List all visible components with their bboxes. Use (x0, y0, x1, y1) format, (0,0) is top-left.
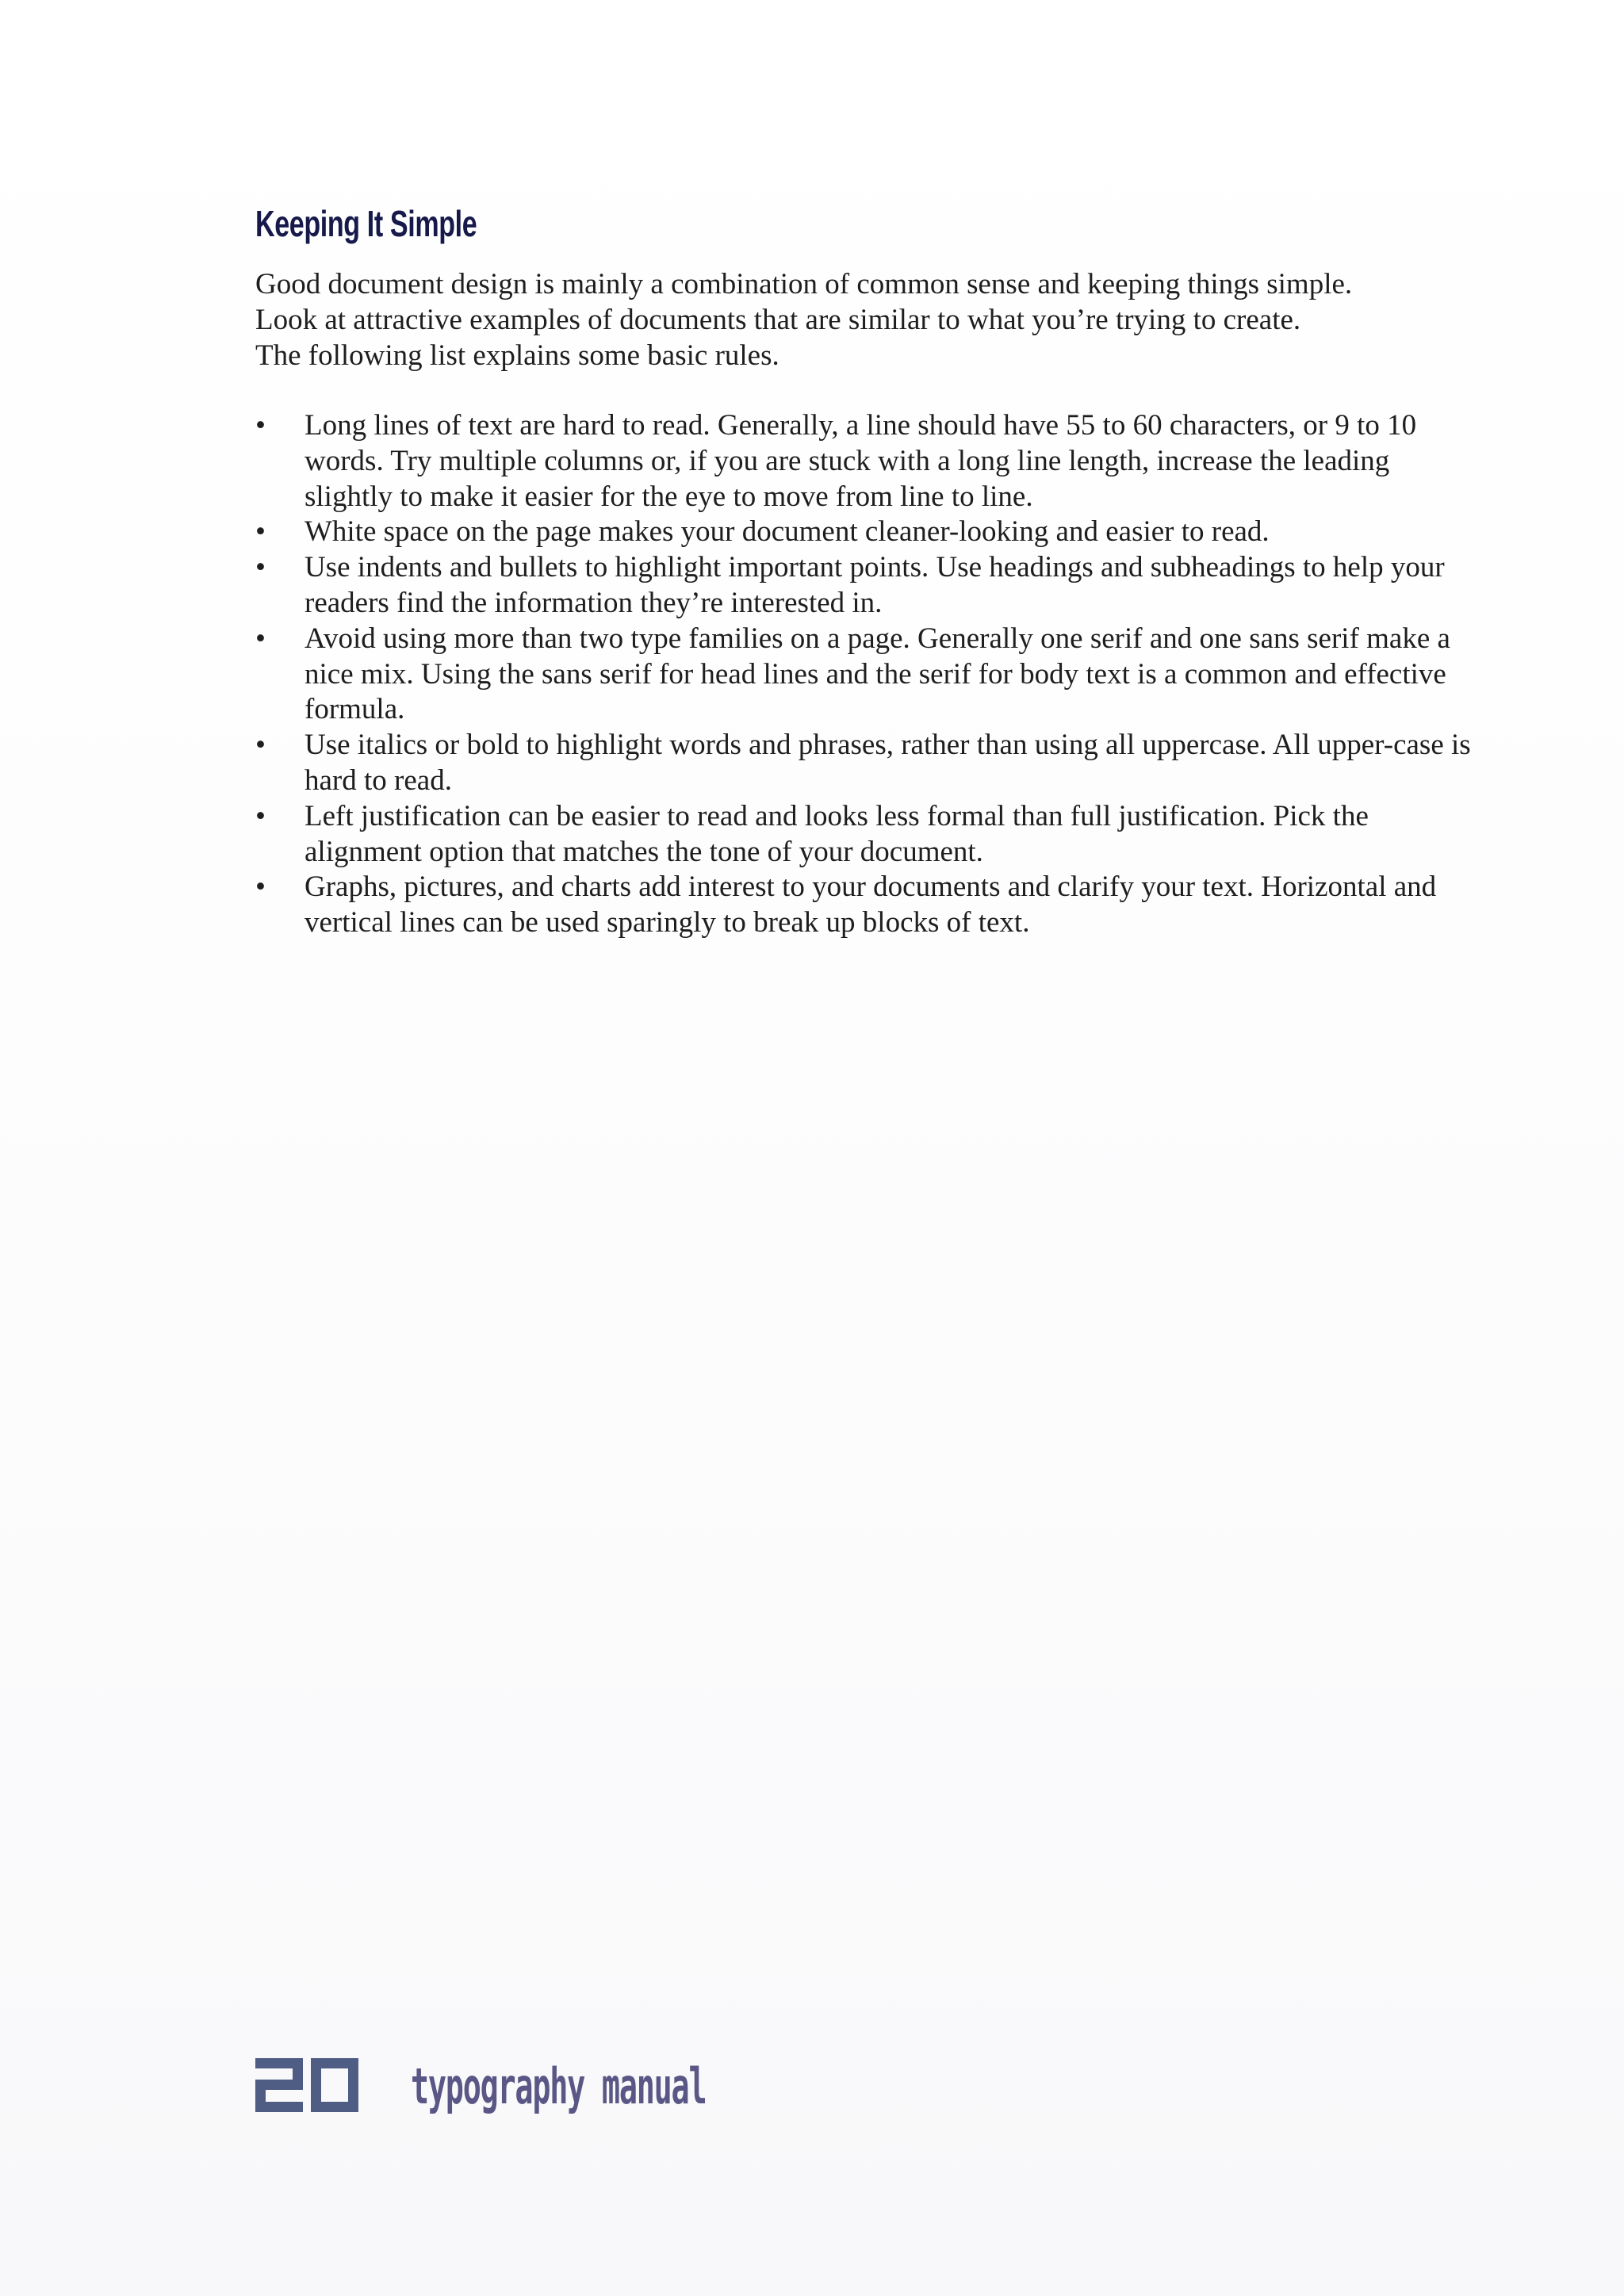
page-content (255, 198, 1483, 941)
list-item-text: Use italics or bold to highlight words and phrases, rather than using all uppercase. All upper-case is hard to read. (304, 729, 1471, 797)
list-item (255, 799, 1483, 871)
bullet-icon: • (255, 409, 266, 442)
footer-title: typography manual (411, 2057, 707, 2115)
list-item (255, 622, 1483, 728)
list-item-text: Avoid using more than two type families on a page. Generally one serif and one sans serif make a nice mix. Using the sans serif for head lines and the serif for body text is a common and effective formula. (304, 622, 1450, 726)
intro-line: Look at attractive examples of documents that are similar to what you’re trying to create. (255, 304, 1301, 336)
list-item-text: Graphs, pictures, and charts add interest to your documents and clarify your text. Horizontal and vertical lines can be used sparingly to break up blocks of text. (304, 871, 1437, 939)
bullet-icon: • (255, 729, 266, 762)
bullet-icon: • (255, 515, 266, 549)
bullet-icon: • (255, 871, 266, 904)
list-item (255, 550, 1483, 622)
list-item-text: White space on the page makes your document cleaner-looking and easier to read. (304, 515, 1270, 549)
list-item (255, 870, 1483, 941)
list-item-text: Use indents and bullets to highlight important points. Use headings and subheadings to help your readers find the information they’re interested in. (304, 551, 1445, 619)
list-item-text: Left justification can be easier to read and looks less formal than full justification. Pick the alignment option that matches the tone of your document. (304, 799, 1369, 868)
list-item-text: Long lines of text are hard to read. Generally, a line should have 55 to 60 characters, or 9 to 10 words. Try multiple columns or, if you are stuck with a long line length, increase the leading slightly to make it easier for the eye to move from line to line. (304, 409, 1417, 513)
page-number (255, 2058, 358, 2112)
list-item (255, 515, 1483, 550)
section-heading: Keeping It Simple (255, 203, 477, 244)
bullet-icon: • (255, 622, 266, 655)
intro-paragraph (255, 266, 1483, 373)
bullet-icon: • (255, 799, 266, 832)
intro-line: The following list explains some basic rules. (255, 339, 779, 372)
page-footer (255, 2058, 890, 2114)
list-item (255, 728, 1483, 799)
bullet-icon: • (255, 551, 266, 584)
list-item (255, 408, 1483, 515)
rules-list (255, 408, 1483, 941)
intro-line: Good document design is mainly a combination of common sense and keeping things simple. (255, 268, 1353, 300)
